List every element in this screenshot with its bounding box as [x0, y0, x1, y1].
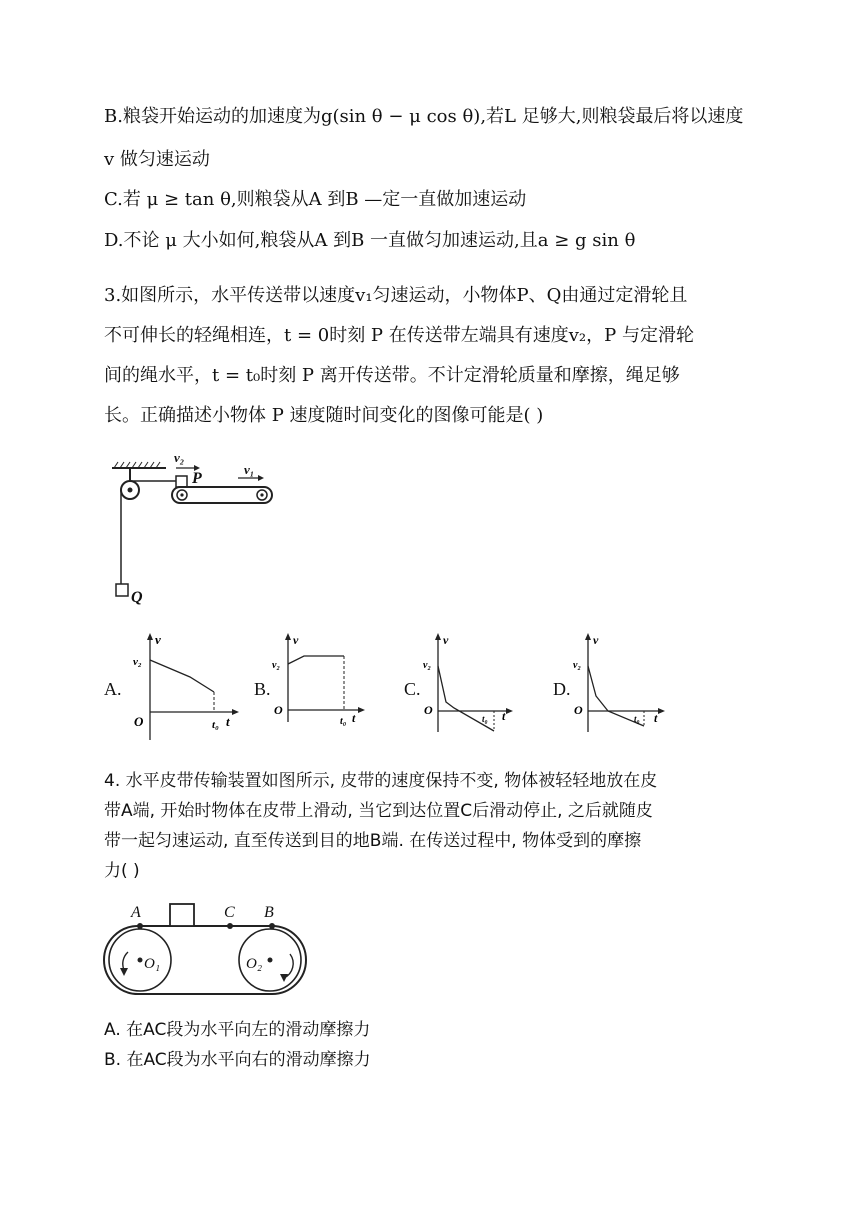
q3-option-a-label: A.: [104, 679, 122, 699]
q3-graph-a: [128, 632, 244, 744]
q4-text-line4: 力( ): [104, 861, 140, 881]
block-q: [116, 584, 128, 596]
q4-option-a: A. 在AC段为水平向左的滑动摩擦力: [104, 1020, 371, 1040]
q3-graph-b: [270, 632, 370, 732]
label-o1: O₁: [144, 956, 161, 972]
label-q: Q: [131, 589, 143, 606]
q2-option-b-line1: B.粮袋开始运动的加速度为g(sin θ − μ cos θ),若L 足够大,则粮袋最后将以速度: [104, 106, 744, 127]
label-o2: O₂: [246, 956, 263, 972]
q4-text-line1: 4. 水平皮带传输装置如图所示, 皮带的速度保持不变, 物体被轻轻地放在皮: [104, 771, 658, 791]
svg-text:v₂: v₂: [133, 656, 142, 668]
q4-text-line3: 带一起匀速运动, 直至传送到目的地B端. 在传送过程中, 物体受到的摩擦: [104, 831, 642, 851]
q4-text-line2: 带A端, 开始时物体在皮带上滑动, 当它到达位置C后滑动停止, 之后就随皮: [104, 801, 653, 821]
q3-text-line3: 间的绳水平，t = t₀时刻 P 离开传送带。不计定滑轮质量和摩擦，绳足够: [104, 365, 680, 386]
q3-option-d-label: D.: [553, 679, 571, 699]
label-point-b: B: [264, 904, 274, 921]
box-object: [170, 904, 194, 926]
label-point-a: A: [131, 904, 141, 921]
q3-graph-d: [568, 632, 668, 738]
q2-option-d: D.不论 μ 大小如何,粮袋从A 到B 一直做匀加速运动,且a ≥ g sin θ: [104, 230, 636, 251]
svg-text:O: O: [274, 703, 283, 717]
q3-graph-c: [418, 632, 518, 740]
svg-text:v: v: [443, 633, 449, 647]
svg-text:v₂: v₂: [272, 660, 280, 671]
q3-option-b-label: B.: [254, 679, 271, 699]
svg-text:O: O: [574, 703, 583, 717]
q3-text-line4: 长。正确描述小物体 P 速度随时间变化的图像可能是( ): [104, 405, 544, 426]
svg-text:t₀: t₀: [482, 714, 488, 724]
q2-option-c: C.若 μ ≥ tan θ,则粮袋从A 到B —定一直做加速运动: [104, 189, 527, 210]
block-p: [176, 476, 187, 487]
svg-text:t: t: [502, 709, 506, 723]
svg-text:v₂: v₂: [573, 660, 581, 671]
svg-text:O: O: [424, 703, 433, 717]
svg-text:O: O: [134, 714, 144, 729]
svg-text:v₂: v₂: [423, 660, 431, 671]
svg-text:v: v: [155, 632, 161, 647]
svg-text:t₀: t₀: [212, 719, 219, 731]
svg-text:t: t: [654, 711, 658, 725]
label-v2: v₂: [174, 450, 185, 465]
q4-option-b: B. 在AC段为水平向右的滑动摩擦力: [104, 1050, 371, 1070]
label-p: P: [192, 470, 202, 487]
svg-text:t: t: [352, 711, 356, 725]
q2-option-b-line2: v 做匀速运动: [104, 149, 210, 170]
q3-text-line1: 3.如图所示，水平传送带以速度v₁匀速运动，小物体P、Q由通过定滑轮且: [104, 285, 688, 306]
svg-text:v: v: [293, 633, 299, 647]
svg-text:t₀: t₀: [634, 714, 640, 724]
svg-text:v: v: [593, 633, 599, 647]
svg-text:t₀: t₀: [340, 716, 347, 727]
q3-text-line2: 不可伸长的轻绳相连，t = 0时刻 P 在传送带左端具有速度v₂，P 与定滑轮: [104, 325, 694, 346]
q3-option-c-label: C.: [404, 679, 421, 699]
label-point-c: C: [224, 904, 235, 921]
svg-text:t: t: [226, 714, 230, 729]
label-v1: v₁: [244, 462, 255, 477]
